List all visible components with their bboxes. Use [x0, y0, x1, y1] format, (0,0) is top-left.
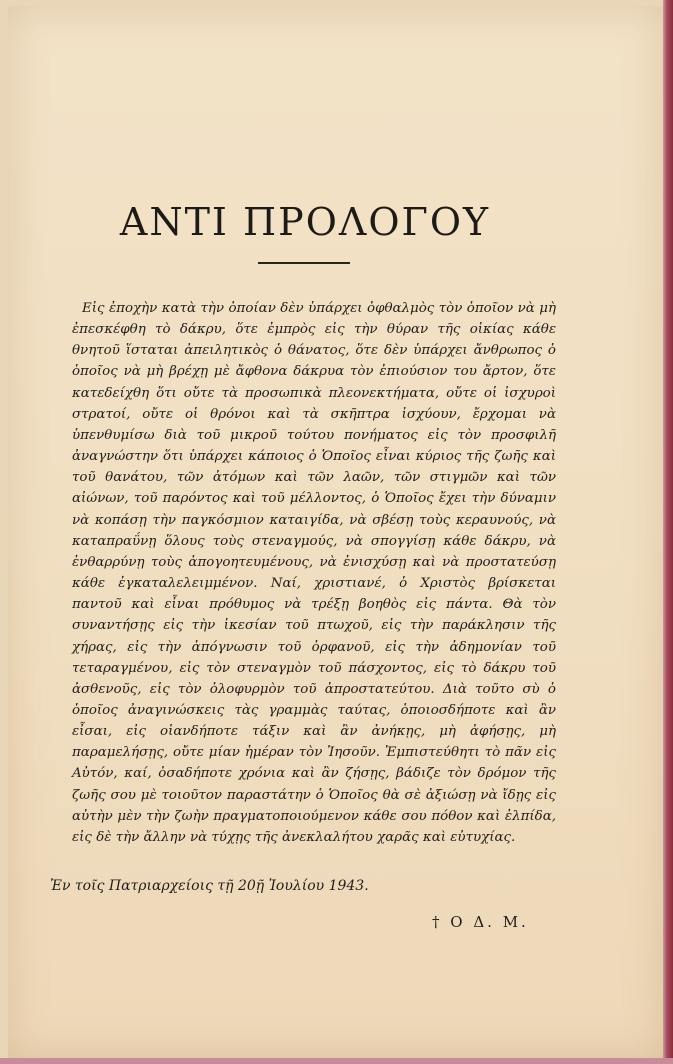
page-bottom-edge [0, 1058, 673, 1064]
page-title: ΑΝΤΙ ΠΡΟΛΟΓΟΥ [119, 200, 491, 244]
title-divider [258, 262, 350, 264]
page-edge [663, 0, 673, 1064]
signature: † Ο Δ. Μ. [432, 913, 529, 931]
preface-paragraph: Εἰς ἐποχὴν κατὰ τὴν ὁποίαν δὲν ὑπάρχει ὀφθαλμὸς τὸν ὁποῖον νὰ μὴ ἐπεσκέφθη τὸ δάκρυ, ὅτε ἐμπρὸς εἰς τὴν θύραν τῆς οἰκίας κάθε θνητοῦ ἵσταται ἀπειλητικὸς ὁ θάνατος, ὅτε δὲν ὑπάρχει ἄνθρωπος ὁ ὁποῖος νὰ μὴ βρέχῃ μὲ ἄφθονα δάκρυα τὸν ἐπιούσιον του ἄρτον, ὅτε κατεδείχθη ὅτι οὔτε τὰ προσωπικὰ πλεονεκτήματα, οὔτε οἱ ἰσχυροὶ στρατοί, οὔτε οἱ θρόνοι καὶ τὰ σκῆπτρα ἰσχύουν, ἔρχομαι νὰ ὑπενθυμίσω διὰ τοῦ μικροῦ τούτου πονήματος εἰς τὸν προσφιλῆ ἀναγνώστην ὅτι ὑπάρχει κάποιος ὁ Ὁποῖος εἶναι κύριος τῆς ζωῆς καὶ τοῦ θανάτου, τῶν ἀτόμων καὶ τῶν λαῶν, τῶν στιγμῶν καὶ τῶν αἰώνων, τοῦ παρόντος καὶ τοῦ μέλλοντος, ὁ Ὁποῖος ἔχει τὴν δύναμιν νὰ κοπάσῃ τὴν παγκόσμιον καταιγίδα, νὰ σβέσῃ τοὺς κεραυνούς, νὰ καταπραΰνῃ ὅλους τοὺς στεναγμούς, νὰ σπογγίσῃ κάθε δάκρυ, νὰ ἐνθαρρύνῃ τοὺς ἀπογοητευμένους, νὰ ἐνισχύσῃ καὶ νὰ προστατεύσῃ κάθε ἐγκαταλελειμμένον. Ναί, χριστιανέ, ὁ Χριστὸς βρίσκεται παντοῦ καὶ εἶναι πρόθυμος νὰ τρέξῃ βοηθὸς εἰς πάντα. Θὰ τὸν συναντήσῃς εἰς τὴν ἱκεσίαν τοῦ πτωχοῦ, εἰς τὴν παράκλησιν τῆς χήρας, εἰς τὴν ἀπόγνωσιν τοῦ ὀρφανοῦ, εἰς τὴν ἀδημονίαν τοῦ τεταραγμένου, εἰς τὸν στεναγμὸν τοῦ πάσχοντος, εἰς τὸ δάκρυ τοῦ ἀσθενοῦς, εἰς τὸν ὀλοφυρμὸν τοῦ ἀπροστατεύτου. Διὰ τοῦτο σὺ ὁ ὁποῖος ἀναγινώσκεις τὰς γραμμὰς ταύτας, ὁποιοσδήποτε καὶ ἂν εἶσαι, εἰς οἱανδήποτε τάξιν καὶ ἂν ἀνήκῃς, μὴ ἀφήσῃς, μὴ παραμελήσῃς, οὔτε μίαν ἡμέραν τὸν Ἰησοῦν. Ἐμπιστεύθητι τὸ πᾶν εἰς Αὐτόν, καί, ὁσαδήποτε χρόνια καὶ ἂν ζήσῃς, βάδιζε τὸν δρόμον τῆς ζωῆς σου μὲ τοιοῦτον παραστάτην ὁ Ὁποῖος θὰ σὲ ἀξιώσῃ νὰ ἴδῃς εἰς αὐτὴν μὲν τὴν ζωὴν πραγματοποιούμενον κάθε σου πόθον καὶ ἐλπίδα, εἰς δὲ τὴν ἄλλην νὰ τύχῃς τῆς ἀνεκλαλήτου χαρᾶς καὶ εὐτυχίας. [72, 301, 556, 845]
dateline: Ἐν τοῖς Πατριαρχείοις τῇ 20ῇ Ἰουλίου 1943. [50, 878, 369, 894]
